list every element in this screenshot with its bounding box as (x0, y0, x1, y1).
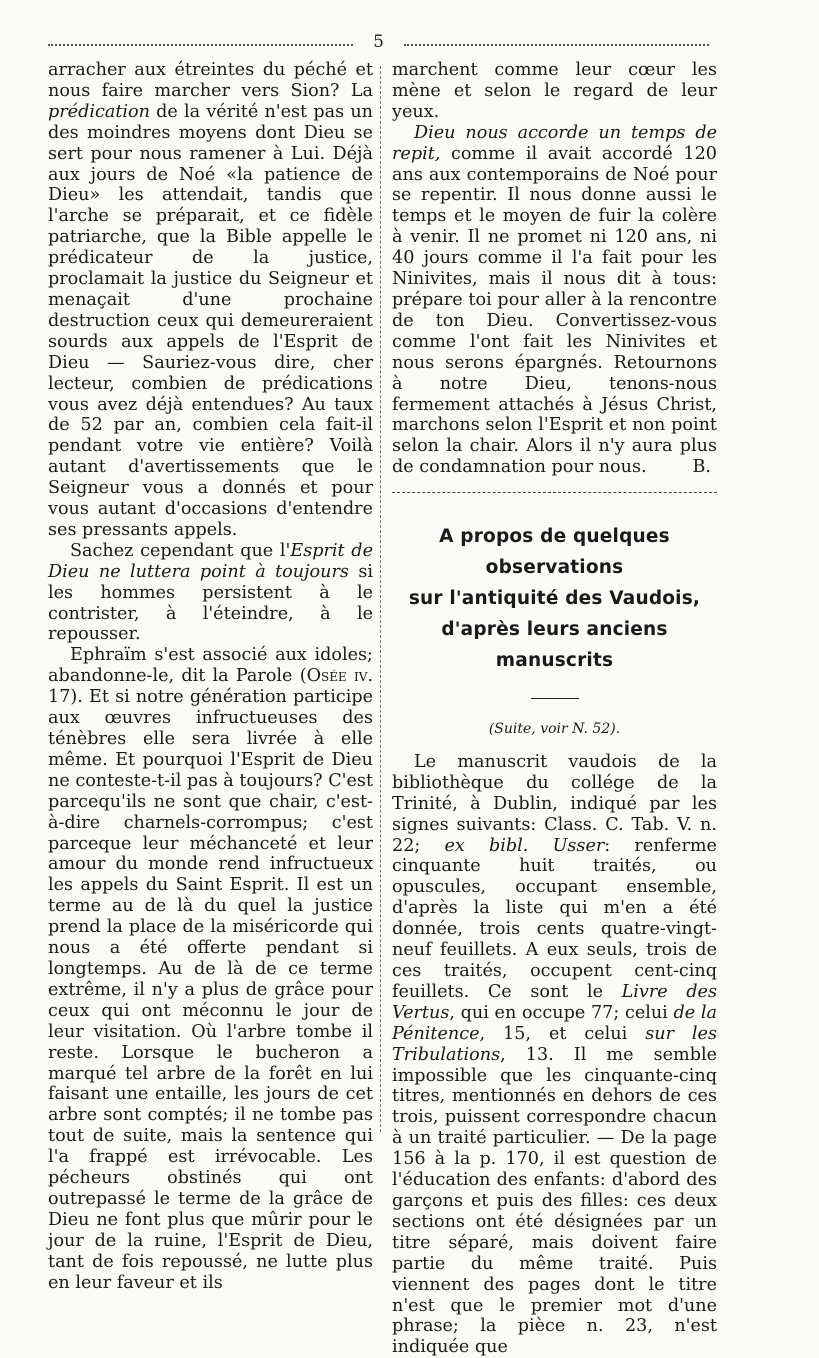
header-rule-right (404, 44, 709, 46)
emphasis: ex bibl. Usser (444, 835, 605, 856)
article-title (392, 521, 717, 676)
page-header (48, 34, 709, 56)
text: ). Et si notre génération participe aux œuvres infructueuses des ténèbres elle sera livrée à elle même. Et pourquoi l'Esprit de Dieu ne conteste-t-il pas à toujours? C'est parcequ'ils ne sont que chair, c'est-à-dire charnels-corrompus; c'est parceque leur méchanceté et leur amour du monde rend infructueux les appels du Saint Esprit. Il est un terme au de là du quel la justice prend la place de la miséricorde qui nous a été offerte pendant si longtemps. Au de là de ce terme extrême, il n'y a plus de grâce pour ceux qui ont méconnu le jour de leur visitation. Où l'arbre tombe il reste. Lorsque le bucheron a marqué tel arbre de la forêt en lui faisant une entaille, les jours de cet arbre sont comptés; il ne tombe pas tout de suite, mais la sentence qui l'a frappé est irrévocable. Les pécheurs obstinés qui ont outrepassé le terme de la grâce de Dieu ne font plus que mûrir pour le jour de la ruine, l'Esprit de Dieu, tant de fois repoussé, ne lutte plus en leur faveur et ils (48, 687, 374, 1293)
text: , 13. Il me semble impossible que les cinquante-cinq titres, mentionnés en dehors de ces trois, puissent correspondre chacun à un traité particulier. — De la page 156 à la p. 170, il est question de l'éducation des enfants: d'abord des garçons et puis des filles: ces deux sections ont été désignées par un titre séparé, mais doivent faire partie du même traité. Puis viennent des pages dont le titre n'est que le premier mot d'une phrase; la pièce n. 23, n'est indiquée que (392, 1044, 717, 1358)
article-title-line: A propos de quelques observations (439, 526, 670, 579)
emphasis: Dieu nous accorde un temps de repit, (392, 122, 717, 164)
emphasis: prédication (48, 101, 150, 122)
text: Le manuscrit vaudois de la bibliothèque du collége de la Trinité, à Dublin, indiqué par les signes suivants: Class. C. Tab. V. n. 22; (392, 751, 717, 856)
text: Sachez cependant que l' (70, 540, 291, 561)
column-divider (380, 66, 381, 1132)
header-rule-left (48, 44, 353, 46)
paragraph (48, 60, 373, 541)
continuation-note: (Suite, voir N. 52). (488, 721, 621, 738)
emphasis: sur les Tribulations (392, 1023, 717, 1065)
page-number: 5 (373, 32, 384, 52)
left-column (48, 60, 373, 1293)
emphasis: Livre des Vertus (392, 981, 717, 1023)
emphasis: de la Pénitence (392, 1002, 717, 1044)
article-title-line: d'après leurs anciens manuscrits (441, 619, 668, 672)
text: arracher aux étreintes du péché et nous faire marcher vers Sion? La (48, 60, 373, 101)
paragraph (392, 752, 717, 1358)
scripture-reference: Osée iv. 17 (48, 666, 373, 708)
text: si les hommes persistent à le contrister, à l'éteindre, à le repousser. (48, 561, 373, 645)
text: , 15, et celui (479, 1023, 646, 1044)
paragraph (48, 541, 373, 646)
paragraph: marchent comme leur cœur les mène et selon le regard de leur yeux. (392, 60, 717, 122)
right-column (392, 60, 717, 1358)
author-signature: B. (692, 457, 711, 478)
text: comme il avait accordé 120 ans aux contemporains de Noé pour se repentir. Il nous donne aussi le temps et le moyen de fuir la colère à venir. Il ne promet ni 120 ans, ni 40 jours comme il l'a fait pour les Ninivites, mais il nous dit à tous: prépare toi pour aller à la rencontre de ton Dieu. Convertissez-vous comme l'ont fait les Ninivites et nous serons épargnés. Retournons à notre Dieu, tenons-nous fermement attachés à Jésus Christ, marchons selon l'Esprit et non point selon la chair. Alors il n'y aura plus de condamnation pour nous. (392, 143, 717, 478)
article-title-line: sur l'antiquité des Vaudois, (408, 588, 701, 610)
text: Ephraïm s'est associé aux idoles; abandonne-le, dit la Parole ( (48, 645, 373, 687)
emphasis: Esprit de Dieu ne luttera point à toujours (48, 540, 373, 582)
section-separator (392, 492, 717, 493)
text: , qui en occupe 77; celui (449, 1002, 674, 1023)
paragraph (392, 123, 717, 478)
text: de la vérité n'est pas un des moindres moyens dont Dieu se sert pour nous ramener à Lui. Déjà aux jours de Noé «la patience de Dieu» les attendait, tandis que l'arche se préparait, et ce fidèle patriarche, que la Bible appelle le prédicateur de la justice, proclamait la justice du Seigneur et menaçait d'une prochaine destruction ceux qui demeureraient sourds aux appels de l'Esprit de Dieu — Sauriez-vous dire, cher lecteur, combien de prédications vous avez déjà entendues? Au taux de 52 par an, combien cela fait-il pendant votre vie entière? Voilà autant d'avertissements que le Seigneur vous a donnés et pour vous autant d'occasions d'entendre ses pressants appels. (48, 101, 373, 540)
title-dash (392, 684, 717, 705)
text: : renferme cinquante huit traités, ou opuscules, occupant ensemble, d'après la liste qui m'en a été donnée, trois cents quatre-vingt-neuf feuillets. A eux seuls, trois de ces traités, occupent cent-cinq feuillets. Ce sont le (392, 835, 717, 1002)
paragraph (48, 645, 373, 1293)
